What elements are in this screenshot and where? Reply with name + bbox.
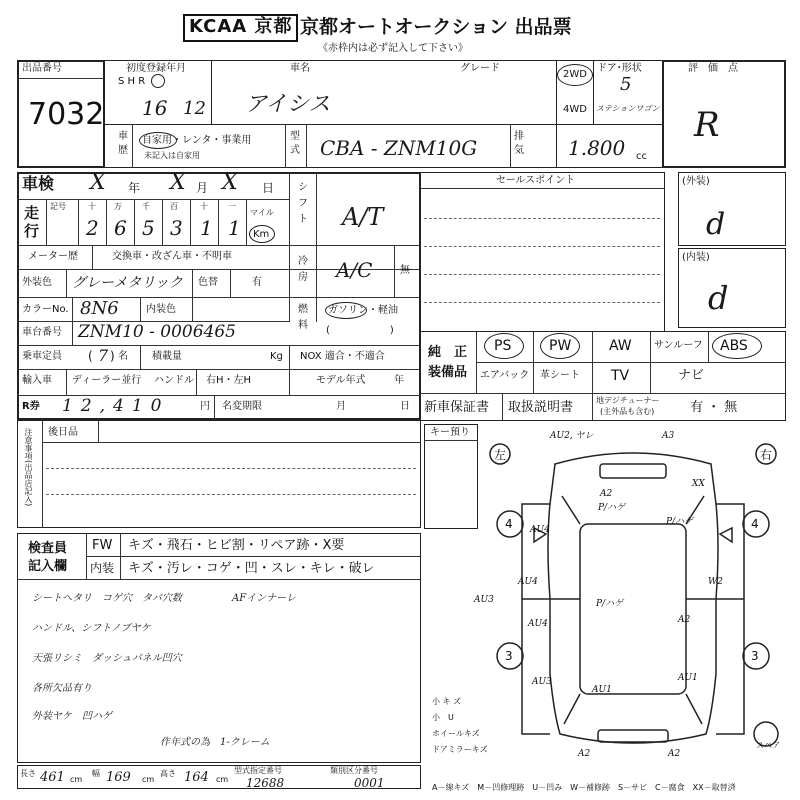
width-value: 169 — [106, 770, 131, 785]
inspector-interior-text: キズ・汚レ・コゲ・凹・スレ・キレ・破レ — [128, 561, 375, 576]
first-reg-year: 16 — [142, 96, 168, 120]
svg-text:4: 4 — [505, 517, 513, 531]
svg-text:A2: A2 — [668, 749, 681, 759]
legend-small-dent: 小 U — [432, 713, 454, 722]
recycle-value: 12,410 — [62, 396, 170, 416]
repaint-label: 色替 — [198, 277, 218, 288]
damage-legend: A－線キズ M－凹修理跡 U－凹み W－補修跡 S－サビ C－腐食 XX－取替済 — [432, 783, 736, 792]
equip-navi: ナビ — [678, 368, 705, 383]
fuel-options: ガソリン・軽油 — [328, 305, 398, 316]
chassis-value: ZNM10 - 0006465 — [78, 322, 236, 342]
shift-value: A/T — [342, 203, 384, 231]
inspector-line: 外装ヤケ 凹ハゲ — [32, 711, 112, 722]
load-label: 積載量 — [152, 351, 182, 362]
svg-text:3: 3 — [505, 649, 513, 663]
inspector-interior: 内装 — [90, 561, 115, 575]
lot-number: 7032 — [28, 97, 105, 132]
sales-point-label: セールスポイント — [496, 175, 576, 186]
length-value: 461 — [40, 770, 65, 785]
mileage-digit: 3 — [170, 216, 183, 240]
svg-text:A2: A2 — [678, 615, 691, 625]
inspector-line: 各所欠品有り — [32, 683, 92, 694]
svg-text:AU4: AU4 — [518, 577, 538, 587]
history-note: 未記入は自家用 — [144, 151, 200, 160]
inspector-line: 作年式の為 1-クレーム — [160, 737, 270, 748]
mileage-digit: 1 — [228, 216, 241, 240]
model-label: 型 式 — [290, 131, 300, 156]
grade-label: グレード — [460, 63, 500, 74]
manual-label: 取扱説明書 — [508, 400, 574, 415]
inspector-fw: FW — [92, 538, 113, 553]
door-count: 5 — [620, 74, 632, 95]
svg-text:W2: W2 — [708, 577, 723, 587]
inspector-mid-note: AFインナーレ — [232, 593, 296, 604]
displacement-label: 排 気 — [514, 131, 524, 156]
svg-text:A2: A2 — [578, 749, 591, 759]
chassis-label: 車台番号 — [22, 327, 62, 338]
svg-text:P/ハゲ: P/ハゲ — [666, 517, 694, 527]
handle-label: ハンドル — [154, 375, 194, 386]
svg-text:右: 右 — [760, 448, 773, 462]
dealer-label: ディーラー並行 — [72, 375, 142, 386]
interior-grade-value: d — [708, 279, 729, 317]
expiry-label: 名変期限 — [222, 401, 262, 412]
equip-pw: PW — [549, 338, 572, 354]
tuner-options: 有 ・ 無 — [690, 400, 738, 415]
svg-text:A2: A2 — [600, 489, 613, 499]
color-no-value: 8N6 — [80, 298, 119, 319]
kcaa-logo: KCAA 京都 — [183, 14, 298, 42]
handle-options: 右H・左H — [206, 375, 252, 386]
first-reg-month: 12 — [183, 98, 206, 119]
displacement-value: 1.800 — [568, 136, 626, 160]
svg-text:AU4: AU4 — [530, 525, 550, 535]
mileage-digit: 5 — [142, 216, 155, 240]
svg-text:AU3: AU3 — [474, 595, 494, 605]
inspector-label: 検査員 記入欄 — [28, 541, 68, 574]
svg-text:A3: A3 — [662, 431, 675, 441]
svg-text:AU1: AU1 — [678, 673, 698, 683]
tuner-label: 地デジチューナー — [596, 396, 660, 405]
equip-sunroof: サンルーフ — [654, 340, 703, 351]
equipment-label: 純 正 装備品 — [428, 345, 468, 380]
svg-text:AU4: AU4 — [528, 619, 548, 629]
fuel-label: 燃 料 — [298, 304, 308, 331]
shaken-label: 車検 — [22, 174, 55, 193]
inspector-line: 天張リシミ ダッシュパネル凹穴 — [32, 653, 182, 664]
spare-label: スペア — [756, 741, 780, 750]
car-name-value: アイシス — [245, 92, 331, 117]
equip-abs: ABS — [720, 338, 748, 354]
door-body: ステションワゴン — [596, 104, 660, 113]
drive-2wd: 2WD — [563, 69, 587, 80]
model-year-label: モデル年式 — [316, 375, 366, 386]
mileage-digit: 1 — [200, 216, 213, 240]
capacity-label: 乗車定員 — [22, 351, 62, 362]
key-label: キー預り — [430, 427, 470, 438]
svg-text:XX: XX — [692, 479, 705, 489]
car-diagram — [474, 424, 786, 770]
page-subtitle: 《赤枠内は必ず記入して下さい》 — [318, 43, 468, 54]
equip-tv: TV — [611, 368, 630, 384]
equip-airbag: エアバック — [480, 370, 530, 381]
ac-label: 冷 房 — [298, 256, 308, 283]
fuel-paren: ( ) — [326, 325, 394, 336]
meter-options: 交換車・改ざん車・不明車 — [112, 251, 232, 262]
nox-label: NOX 適合・不適合 — [300, 351, 385, 362]
rating-label: 評 価 点 — [688, 63, 738, 74]
inspector-line: シートヘタリ コゲ穴 タバ穴数 — [32, 593, 182, 604]
notes-label: 注意事項(出品店記入) — [24, 428, 33, 507]
door-label: ドア･形状 — [597, 63, 642, 74]
repaint-has: 有 — [252, 277, 262, 288]
svg-text:AU3: AU3 — [532, 677, 552, 687]
interior-grade-label: (内装) — [682, 252, 710, 263]
displacement-unit: cc — [636, 151, 647, 162]
svg-text:3: 3 — [751, 649, 759, 663]
car-name-label: 車名 — [290, 63, 310, 74]
recycle-label: R券 — [22, 401, 40, 412]
after-day-label: 後日品 — [48, 427, 78, 438]
svg-text:4: 4 — [751, 517, 759, 531]
class-no: 0001 — [354, 776, 385, 790]
model-value: CBA - ZNM10G — [320, 136, 478, 160]
legend-wheel-scratch: ホイールキズ — [432, 729, 480, 738]
import-label: 輸入車 — [22, 375, 52, 386]
first-reg-era: S H R — [118, 76, 146, 87]
warranty-label: 新車保証書 — [424, 400, 490, 415]
page-title: 京都オートオークション 出品票 — [300, 16, 572, 38]
exterior-grade-value: d — [706, 207, 726, 242]
svg-text:AU2, ヤレ: AU2, ヤレ — [550, 431, 594, 441]
equip-ps: PS — [494, 338, 512, 354]
mileage-label: 走 行 — [24, 204, 40, 240]
exterior-color-label: 外装色 — [22, 277, 52, 288]
exterior-color-value: グレーメタリック — [72, 275, 183, 291]
svg-text:AU1: AU1 — [592, 685, 612, 695]
inspector-fw-text: キズ・飛石・ヒビ割・リペア跡・X要 — [128, 538, 345, 553]
interior-color-label: 内装色 — [146, 304, 176, 315]
ac-value: A/C — [336, 258, 373, 282]
rating-box — [662, 60, 786, 168]
inspector-line: ハンドル、シフトノブヤケ — [32, 623, 151, 634]
first-reg-label: 初度登録年月 — [126, 63, 186, 74]
history-options: 自家用・レンタ・事業用 — [142, 135, 252, 146]
mileage-digit: 2 — [86, 216, 99, 240]
color-no-label: カラーNo. — [22, 304, 69, 315]
rating-value: R — [694, 105, 720, 145]
exterior-grade-label: (外装) — [682, 176, 710, 187]
lot-label: 出品番号 — [22, 63, 62, 74]
capacity-value: 7 — [98, 346, 109, 365]
svg-text:左: 左 — [494, 448, 507, 462]
sales-point-box — [420, 172, 665, 332]
legend-small-scratch: 小 キ ズ — [432, 697, 462, 706]
drive-4wd: 4WD — [563, 104, 587, 115]
svg-text:P/ハゲ: P/ハゲ — [598, 503, 626, 513]
legend-mirror-scratch: ドアミラーキズ — [432, 745, 488, 754]
height-value: 164 — [184, 770, 209, 785]
history-label: 車 歴 — [118, 131, 128, 156]
ac-none: 無 — [400, 265, 410, 276]
equip-leather: 革シート — [540, 370, 580, 381]
svg-text:P/ハゲ: P/ハゲ — [596, 599, 624, 609]
equip-aw: AW — [609, 338, 632, 354]
meter-label: メーター歴 — [28, 251, 78, 262]
mileage-digit: 6 — [114, 216, 127, 240]
shift-label: シ フ ト — [298, 182, 308, 225]
type-no: 12688 — [246, 776, 285, 790]
